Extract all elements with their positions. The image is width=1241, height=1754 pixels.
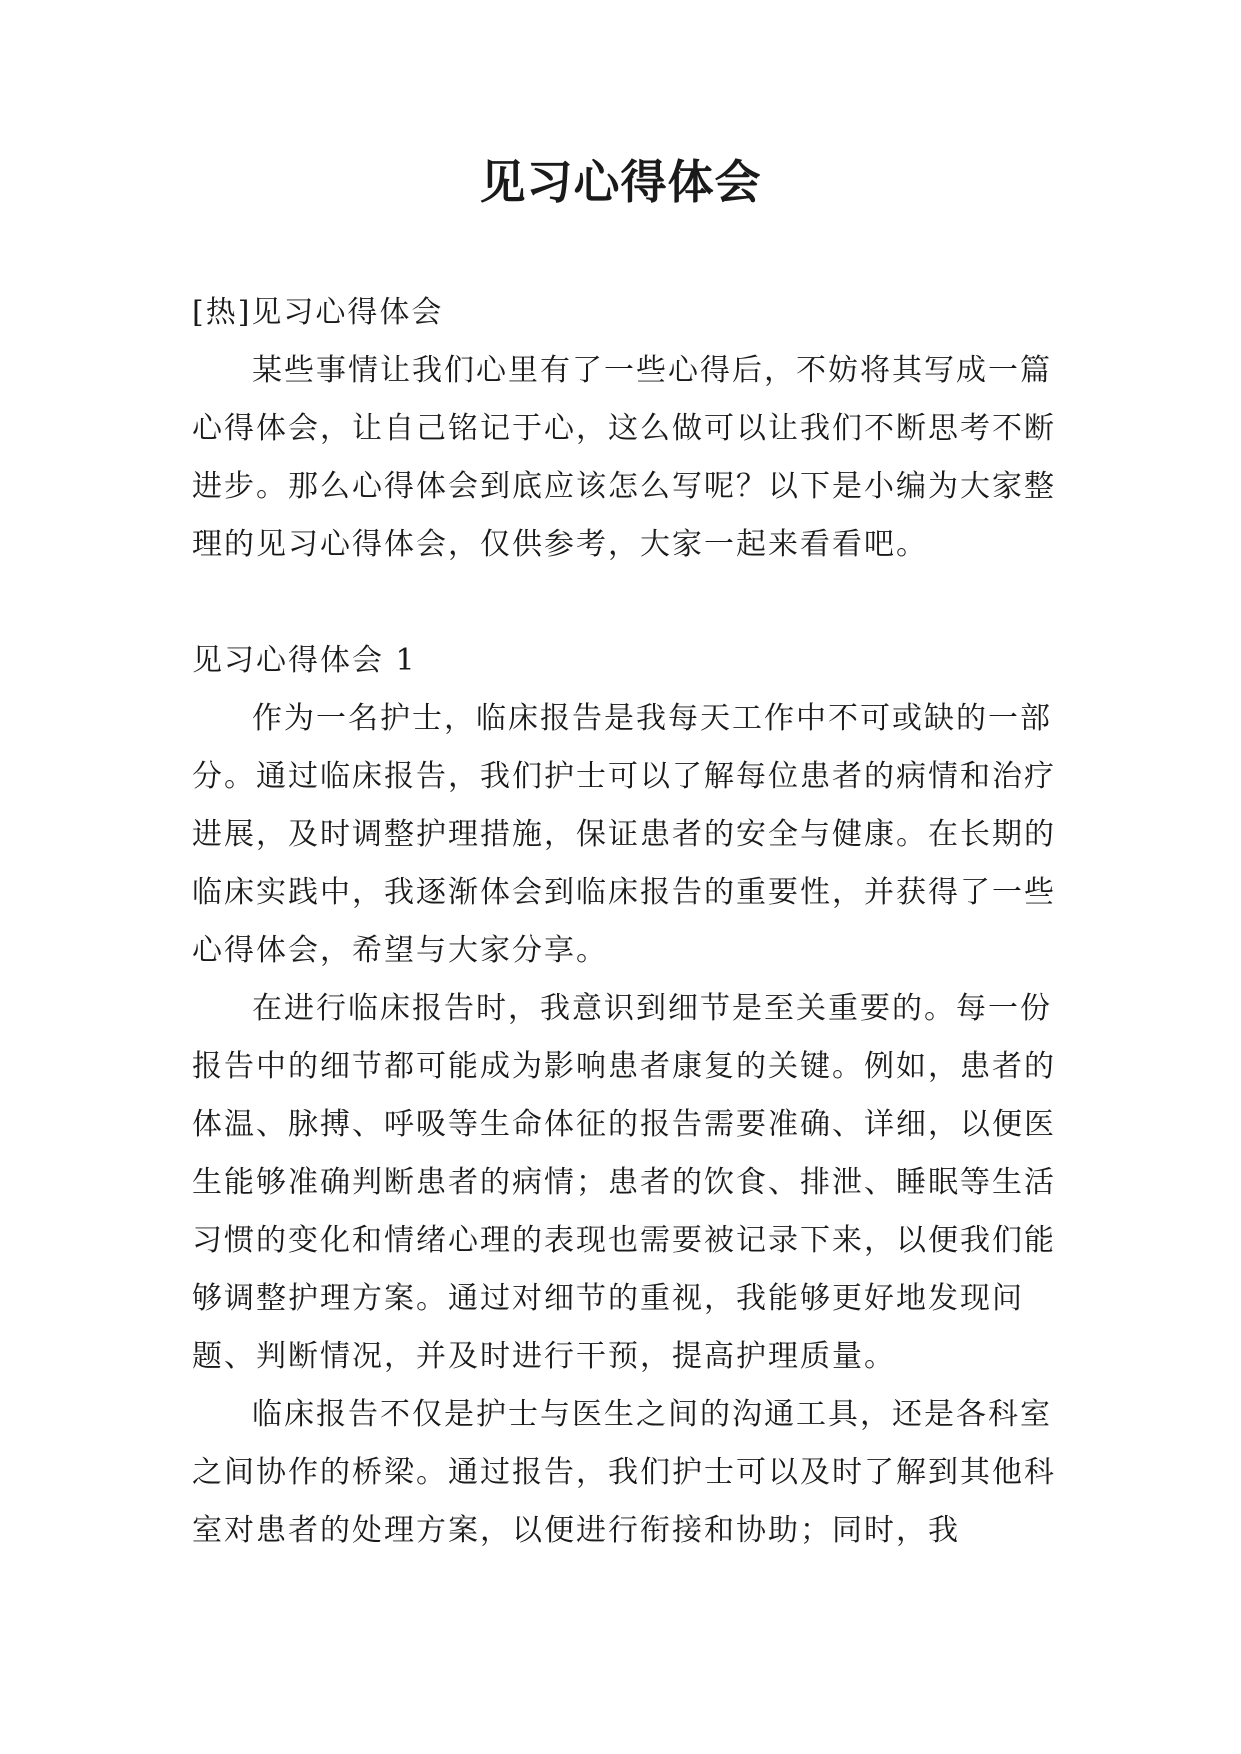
intro-paragraph: 某些事情让我们心里有了一些心得后，不妨将其写成一篇心得体会，让自己铭记于心，这么做可以让我们不断思考不断进步。那么心得体会到底应该怎么写呢？以下是小编为大家整理的见习心得体会，仅供参考，大家一起来看看吧。: [192, 353, 1056, 562]
document-subtitle: [热]见习心得体会: [192, 295, 444, 330]
section-spacer: [192, 574, 1062, 632]
body-paragraph: 在进行临床报告时，我意识到细节是至关重要的。每一份报告中的细节都可能成为影响患者康复的关键。例如，患者的体温、脉搏、呼吸等生命体征的报告需要准确、详细，以便医生能够准确判断患者的病情；患者的饮食、排泄、睡眠等生活习惯的变化和情绪心理的表现也需要被记录下来，以便我们能够调整护理方案。通过对细节的重视，我能够更好地发现问题、判断情况，并及时进行干预，提高护理质量。: [192, 991, 1056, 1374]
document-body: [192, 284, 1062, 1560]
document-title: 见习心得体会: [479, 155, 762, 209]
body-paragraph: 临床报告不仅是护士与医生之间的沟通工具，还是各科室之间协作的桥梁。通过报告，我们护士可以及时了解到其他科室对患者的处理方案，以便进行衔接和协助；同时，我: [192, 1397, 1056, 1548]
body-paragraph: 作为一名护士，临床报告是我每天工作中不可或缺的一部分。通过临床报告，我们护士可以了解每位患者的病情和治疗进展，及时调整护理措施，保证患者的安全与健康。在长期的临床实践中，我逐渐体会到临床报告的重要性，并获得了一些心得体会，希望与大家分享。: [192, 701, 1056, 968]
section-heading: 见习心得体会 1: [192, 643, 417, 678]
